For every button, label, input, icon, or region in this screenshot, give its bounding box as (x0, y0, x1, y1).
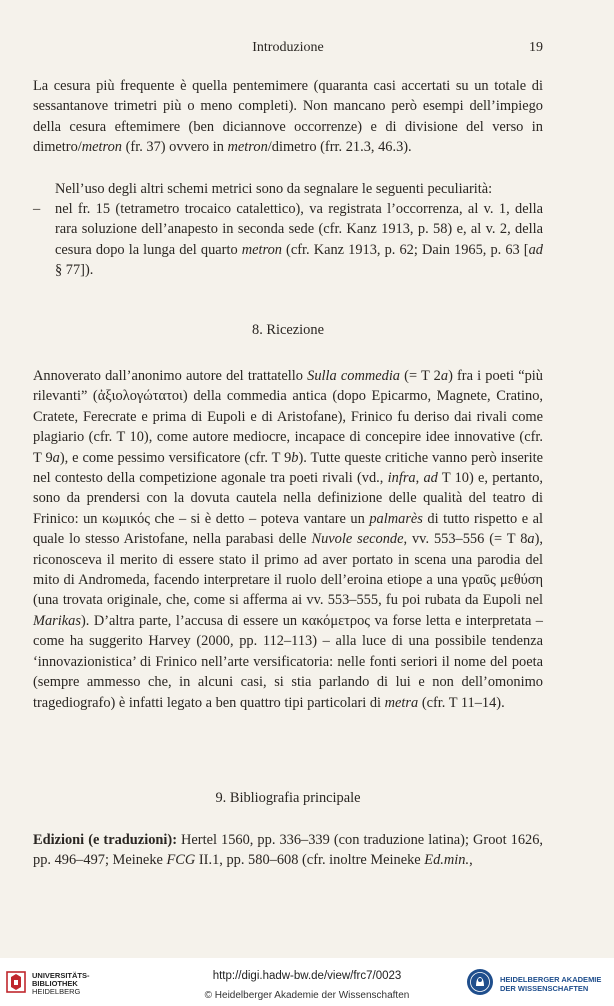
viewer-footer (0, 958, 614, 1006)
academy-seal-icon (466, 968, 494, 996)
page-number: 19 (529, 40, 543, 55)
list-item-text: nel fr. 15 (tetrametro trocaico catalettico), va registrata l’occorrenza, al v. 1, della rara soluzione dell’anapesto in seconda sede (cfr. Kanz 1913, p. 58) e, al v. 2, della cesura dopo la lunga del quarto metron (cfr. Kanz 1913, p. 62; Dain 1965, p. 63 [ad § 77]). (55, 201, 543, 279)
paragraph-cesura: La cesura più frequente è quella pentemimere (quaranta casi accertati su un totale di sessantanove trimetri più o meno completi). Non mancano però esempi dell’impiego della cesura eftemimere (ben diciannove occorrenze) e di divisione del verso in dimetro/metron (fr. 37) ovvero in metron/dimetro (frr. 21.3, 46.3). (33, 78, 543, 156)
running-header (33, 40, 543, 60)
paragraph-edizioni: Edizioni (e traduzioni): Hertel 1560, pp. 336–339 (con traduzione latina); Groot 1626, pp. 496–497; Meineke FCG II.1, pp. 580–608 (cfr. inoltre Meineke Ed.min., (33, 832, 543, 869)
paragraph-other-meters: Nell’uso degli altri schemi metrici sono da segnalare le seguenti peculiarità: (55, 181, 493, 197)
academy-logo[interactable] (466, 966, 606, 1000)
copyright-notice: © Heidelberger Akademie der Wissenschaften (204, 990, 410, 1001)
university-library-name: UNIVERSITÄTS- BIBLIOTHEK HEIDELBERG (32, 971, 90, 996)
edizioni-label: Edizioni (e traduzioni): (33, 832, 177, 848)
permalink-url[interactable]: http://digi.hadw-bw.de/view/frc7/0023 (212, 970, 402, 982)
academy-name: HEIDELBERGER AKADEMIE DER WISSENSCHAFTEN (500, 975, 602, 993)
section-heading-bibliografia: 9. Bibliografia principale (215, 790, 361, 806)
paragraph-ricezione: Annoverato dall’anonimo autore del trattatello Sulla commedia (= T 2a) fra i poeti “più rilevanti” (ἀξιολογώτατοι) della commedia antica (dopo Epicarmo, Magnete, Cratino, Cratete, Ferecrate e prima di Eupoli e di Aristofane), Frinico fu deriso dai rivali come plagiario (cfr. T 10), come autore mediocre, incapace di concepire idee innovative (cfr. T 9a), e come pessimo versificatore (cfr. T 9b). Tutte queste critiche vanno però inserite nel contesto della competizione agonale tra poeti rivali (vd., infra, ad T 10) e, pertanto, sono da prendersi con la dovuta cautela nella definizione delle qualità del teatro di Frinico: un κωμικός che – si è detto – poteva vantare un palmarès di tutto rispetto e al quale lo stesso Aristofane, nella parabasi delle Nuvole seconde, vv. 553–556 (= T 8a), riconosceva il merito di essere stato il primo ad aver portato in scena una parodia del mito di Andromeda, facendo interpretare il ruolo dell’eroina etiope a una γραῦς μεθύση (una trovata originale, che, come si afferma ai vv. 553–555, fu poi rubata da Eupoli nel Marikas). D’altra parte, l’accusa di essere un κακόμετρος va forse letta e interpretata – come ha suggerito Harvey (2000, pp. 112–113) – alla luce di una possibile tendenza ‘innovazionistica’ di Frinico nell’arte versificatoria: nelle fonti seriori il nome del poeta (sempre ammesso che, in alcuni casi, si stia parlando di lui e non dell’omonimo tragediografo) è infatti legato a ben quattro tipi particolari di metra (cfr. T 11–14). (33, 368, 544, 711)
header-title: Introduzione (252, 40, 324, 55)
section-heading-ricezione: 8. Ricezione (252, 322, 324, 338)
list-item (33, 199, 543, 281)
list-dash: – (33, 201, 41, 217)
